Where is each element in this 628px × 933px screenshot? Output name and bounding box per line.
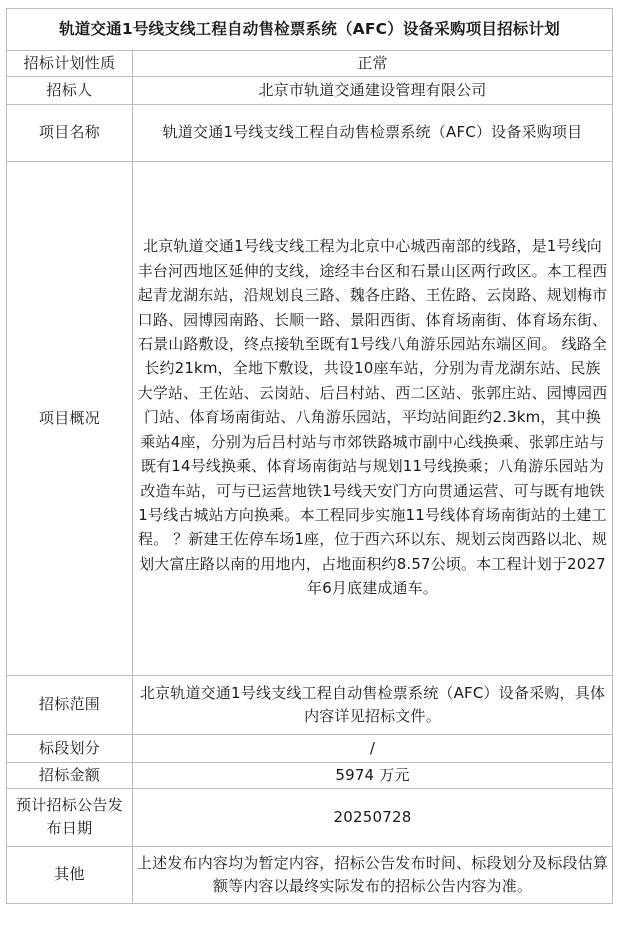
row-value-overview: 北京轨道交通1号线支线工程为北京中心城西南部的线路，是1号线向丰台河西地区延伸的支线，途经丰台区和石景山区两行政区。本工程西起青龙湖东站，沿规划良三路、魏各庄路、王佐路、云岗路、规划梅市口路、园博园南路、长顺一路、景阳西街、体育场南街、体育场东街、石景山路敷设，终点接轨至既有1号线八角游乐园站东端区间。 线路全长约21km，全地下敷设，共设10座车站，分别为青龙湖东站、民族大学站、王佐站、云岗站、后吕村站、西二区站、张郭庄站、园博园西门站、体育场南街站、八角游乐园站，平均站间距约2.3km，其中换乘站4座，分别为后吕村站与市郊铁路城市副中心线换乘、张郭庄站与既有14号线换乘、体育场南街站与规划11号线换乘；八角游乐园站为改造车站，可与已运营地铁1号线天安门方向贯通运营、可与既有地铁1号线古城站方向换乘。本工程同步实施11号线体育场南街站的土建工程。 ？新建王佐停车场1座，位于西六环以东、规划云岗西路以北、规划大富庄路以南的用地内，占地面积约8.57公顷。本工程计划于2027年6月底建成通车。 — [133, 161, 613, 675]
table-row — [7, 161, 612, 675]
row-value-publish-date: 20250728 — [133, 788, 613, 846]
table-row — [7, 762, 612, 788]
row-label-publish-date: 预计招标公告发布日期 — [7, 788, 133, 846]
row-value-project-name: 轨道交通1号线支线工程自动售检票系统（AFC）设备采购项目 — [133, 104, 613, 161]
row-label-nature: 招标计划性质 — [7, 51, 133, 76]
row-value-tenderer: 北京市轨道交通建设管理有限公司 — [133, 76, 613, 104]
row-label-overview: 项目概况 — [7, 161, 133, 675]
table-row — [7, 675, 612, 734]
row-value-lots: / — [133, 734, 613, 762]
row-value-scope: 北京轨道交通1号线支线工程自动售检票系统（AFC）设备采购，具体内容详见招标文件。 — [133, 675, 613, 734]
document-title: 轨道交通1号线支线工程自动售检票系统（AFC）设备采购项目招标计划 — [7, 9, 612, 51]
row-value-amount: 5974 万元 — [133, 762, 613, 788]
table-row — [7, 104, 612, 161]
row-label-other: 其他 — [7, 846, 133, 903]
table-row — [7, 76, 612, 104]
table-row — [7, 51, 612, 76]
tender-plan-sheet — [6, 8, 613, 904]
row-label-tenderer: 招标人 — [7, 76, 133, 104]
table-row — [7, 734, 612, 762]
row-value-nature: 正常 — [133, 51, 613, 76]
row-label-amount: 招标金额 — [7, 762, 133, 788]
table-row — [7, 846, 612, 903]
row-label-project-name: 项目名称 — [7, 104, 133, 161]
table-row — [7, 788, 612, 846]
row-value-other: 上述发布内容均为暂定内容，招标公告发布时间、标段划分及标段估算额等内容以最终实际发布的招标公告内容为准。 — [133, 846, 613, 903]
row-label-scope: 招标范围 — [7, 675, 133, 734]
row-label-lots: 标段划分 — [7, 734, 133, 762]
tender-plan-table — [7, 51, 612, 903]
